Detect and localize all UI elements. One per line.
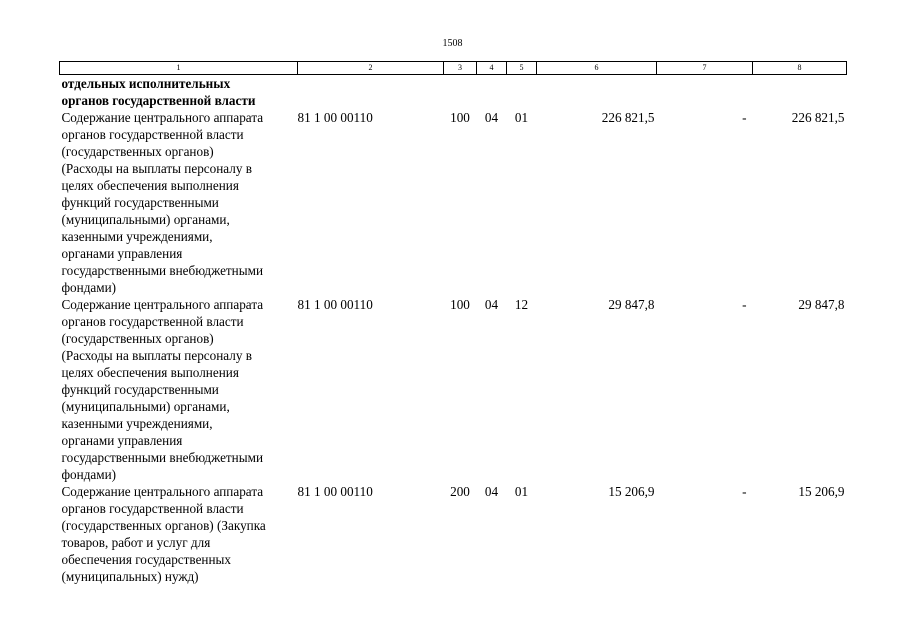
row-section: 04 — [484, 110, 499, 125]
row-subsection: 12 — [514, 297, 529, 312]
table-row — [60, 296, 847, 483]
row-amount: 226 821,5 — [601, 110, 655, 125]
row-change: - — [742, 110, 747, 125]
column-header-7: 7 — [657, 62, 753, 75]
row-name: Содержание центрального аппарата органов государственной власти (государственных органов) (Расходы на выплаты персоналу в целях обеспечения выполнения функций государственными (муниципальными) органами, казенными учреждениями, органами управления государственными внебюджетными фондами) — [61, 297, 264, 482]
column-number-header-row — [60, 62, 847, 75]
row-expense-type: 100 — [450, 297, 470, 312]
table-row — [60, 109, 847, 296]
row-subsection: 01 — [514, 110, 529, 125]
row-expense-type: 200 — [450, 484, 470, 499]
row-target-code: 81 1 00 00110 — [297, 484, 373, 499]
row-expense-type: 100 — [450, 110, 470, 125]
column-header-5: 5 — [507, 62, 537, 75]
row-total: 15 206,9 — [798, 484, 845, 499]
row-name: Содержание центрального аппарата органов государственной власти (государственных органов) (Закупка товаров, работ и услуг для обеспечения государственных (муниципальных) нужд) — [61, 484, 266, 584]
column-header-1: 1 — [60, 62, 298, 75]
section-title-line: органов государственной власти — [61, 93, 256, 108]
column-header-2: 2 — [298, 62, 444, 75]
column-header-4: 4 — [477, 62, 507, 75]
row-total: 226 821,5 — [791, 110, 845, 125]
row-target-code: 81 1 00 00110 — [297, 297, 373, 312]
row-amount: 15 206,9 — [608, 484, 655, 499]
section-title-line: отдельных исполнительных — [61, 76, 231, 91]
page-number: 1508 — [442, 38, 463, 49]
row-change: - — [742, 297, 747, 312]
column-header-6: 6 — [537, 62, 657, 75]
section-title — [60, 75, 847, 110]
budget-table — [59, 61, 847, 585]
row-target-code: 81 1 00 00110 — [297, 110, 373, 125]
row-section: 04 — [484, 484, 499, 499]
column-header-3: 3 — [444, 62, 477, 75]
column-header-8: 8 — [753, 62, 847, 75]
row-amount: 29 847,8 — [608, 297, 655, 312]
table-row — [60, 483, 847, 585]
row-name: Содержание центрального аппарата органов государственной власти (государственных органов) (Расходы на выплаты персоналу в целях обеспечения выполнения функций государственными (муниципальными) органами, казенными учреждениями, органами управления государственными внебюджетными фондами) — [61, 110, 264, 295]
row-section: 04 — [484, 297, 499, 312]
row-total: 29 847,8 — [798, 297, 845, 312]
section-title-row — [60, 75, 847, 110]
row-subsection: 01 — [514, 484, 529, 499]
row-change: - — [742, 484, 747, 499]
